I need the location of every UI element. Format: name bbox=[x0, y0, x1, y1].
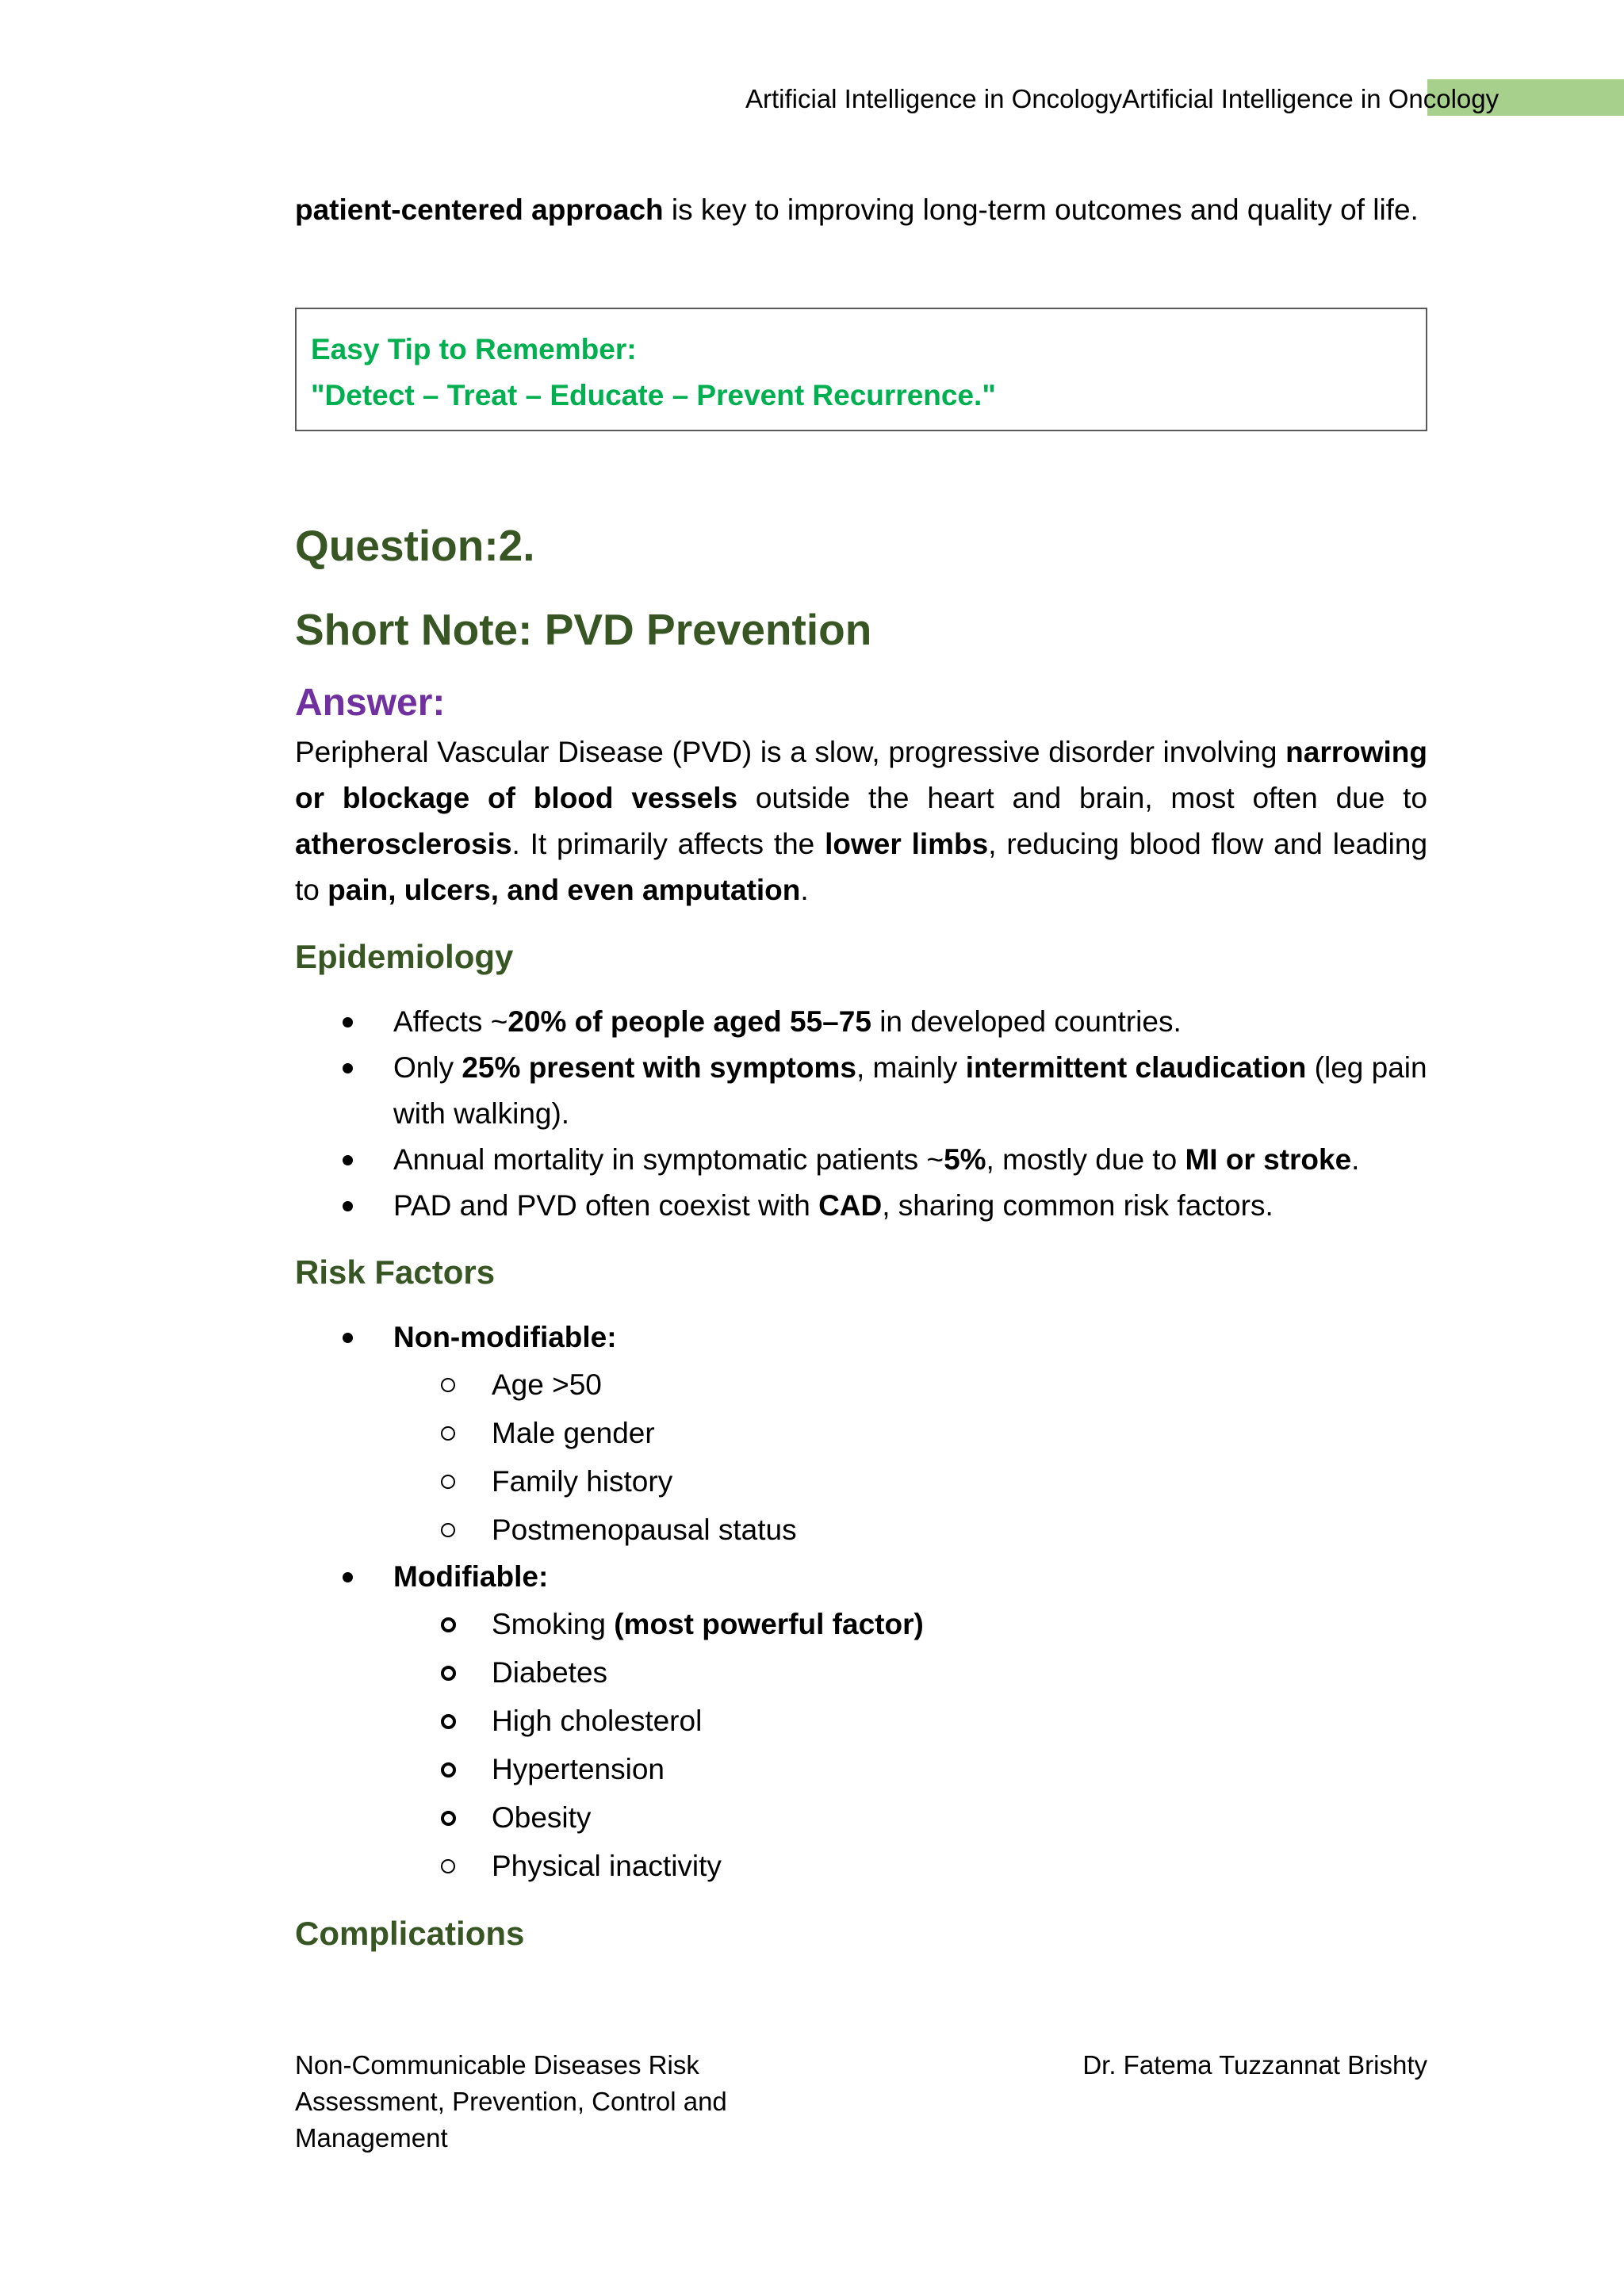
item-bold: MI or stroke bbox=[1185, 1143, 1352, 1176]
list-item bbox=[295, 1506, 1427, 1554]
modifiable-label: Modifiable: bbox=[393, 1560, 549, 1593]
non-modifiable-list bbox=[295, 1360, 1427, 1554]
bullet-icon bbox=[343, 1017, 353, 1027]
item-text: Obesity bbox=[492, 1801, 592, 1834]
circle-bullet-icon bbox=[441, 1714, 456, 1729]
list-item bbox=[295, 1745, 1427, 1793]
list-item bbox=[295, 1457, 1427, 1506]
footer-left: Non-Communicable Diseases Risk Assessment, Prevention, Control and Management bbox=[295, 2050, 727, 2152]
item-text: Affects ~ bbox=[393, 1005, 508, 1038]
epidemiology-list bbox=[295, 999, 1427, 1229]
smoking-text: Smoking bbox=[492, 1608, 615, 1640]
list-item bbox=[295, 1793, 1427, 1842]
modifiable-heading-list bbox=[295, 1554, 1427, 1600]
intro-bold-3: lower limbs bbox=[825, 828, 989, 860]
circle-bullet-icon bbox=[441, 1475, 455, 1489]
item-text: Family history bbox=[492, 1465, 673, 1498]
risk-factors-list bbox=[295, 1314, 1427, 1360]
risk-factors-heading: Risk Factors bbox=[295, 1253, 496, 1291]
item-text: , sharing common risk factors. bbox=[882, 1189, 1274, 1222]
list-item bbox=[295, 1183, 1427, 1229]
list-item bbox=[295, 1314, 1427, 1360]
bullet-icon bbox=[343, 1572, 353, 1582]
epidemiology-heading: Epidemiology bbox=[295, 938, 514, 975]
answer-label: Answer: bbox=[295, 682, 446, 724]
list-item bbox=[295, 999, 1427, 1045]
page-header: Artificial Intelligence in OncologyArtificial Intelligence in Oncology bbox=[745, 84, 1500, 113]
item-bold: 20% of people aged 55–75 bbox=[508, 1005, 871, 1038]
item-text: , mainly bbox=[856, 1051, 966, 1084]
circle-bullet-icon bbox=[441, 1426, 455, 1441]
item-bold: intermittent claudication bbox=[965, 1051, 1307, 1084]
list-item bbox=[295, 1045, 1427, 1137]
item-text: Only bbox=[393, 1051, 462, 1084]
item-text: Annual mortality in symptomatic patients ~ bbox=[393, 1143, 944, 1176]
list-item bbox=[295, 1600, 1427, 1648]
list-item bbox=[295, 1842, 1427, 1890]
tip-box bbox=[295, 308, 1427, 431]
item-text: High cholesterol bbox=[492, 1705, 703, 1737]
circle-bullet-icon bbox=[441, 1859, 455, 1873]
item-bold: 5% bbox=[944, 1143, 986, 1176]
intro-text-2: outside the heart and brain, most often due to bbox=[737, 782, 1427, 814]
item-text: Diabetes bbox=[492, 1656, 608, 1689]
lead-rest: is key to improving long-term outcomes and quality of life. bbox=[663, 193, 1419, 226]
intro-paragraph bbox=[295, 729, 1427, 913]
item-bold: CAD bbox=[818, 1189, 883, 1222]
bullet-icon bbox=[343, 1155, 353, 1165]
list-item bbox=[295, 1554, 1427, 1600]
question-number: Question:2. bbox=[295, 521, 535, 570]
intro-bold-1: narrowing or blockage of blood vessels bbox=[295, 736, 1427, 814]
question-title: Short Note: PVD Prevention bbox=[295, 605, 872, 654]
lead-bold: patient-centered approach bbox=[295, 193, 664, 226]
bullet-icon bbox=[343, 1201, 353, 1211]
non-modifiable-label: Non-modifiable: bbox=[393, 1321, 617, 1353]
circle-bullet-icon bbox=[441, 1762, 456, 1777]
intro-text-1: Peripheral Vascular Disease (PVD) is a slow, progressive disorder involving bbox=[295, 736, 1286, 768]
footer-right: Dr. Fatema Tuzzannat Brishty bbox=[1082, 2050, 1427, 2080]
bullet-icon bbox=[343, 1333, 353, 1343]
item-text: Male gender bbox=[492, 1417, 655, 1449]
smoking-note: (most powerful factor) bbox=[614, 1608, 924, 1640]
item-text: in developed countries. bbox=[871, 1005, 1182, 1038]
circle-bullet-icon bbox=[441, 1666, 456, 1681]
circle-bullet-icon bbox=[441, 1617, 456, 1632]
modifiable-list bbox=[295, 1600, 1427, 1890]
intro-bold-2: atherosclerosis bbox=[295, 828, 512, 860]
tip-title: Easy Tip to Remember: bbox=[311, 333, 637, 365]
item-text bbox=[492, 1608, 924, 1640]
list-item bbox=[295, 1137, 1427, 1183]
item-text: Hypertension bbox=[492, 1753, 665, 1785]
list-item bbox=[295, 1648, 1427, 1697]
circle-bullet-icon bbox=[441, 1811, 456, 1826]
item-text: Physical inactivity bbox=[492, 1850, 722, 1882]
intro-text-5: . bbox=[800, 874, 809, 906]
circle-bullet-icon bbox=[441, 1523, 455, 1537]
list-item bbox=[295, 1697, 1427, 1745]
intro-text-3: . It primarily affects the bbox=[511, 828, 825, 860]
item-text: Postmenopausal status bbox=[492, 1513, 797, 1546]
item-text: PAD and PVD often coexist with bbox=[393, 1189, 819, 1222]
circle-bullet-icon bbox=[441, 1378, 455, 1392]
list-item bbox=[295, 1409, 1427, 1457]
item-text: . bbox=[1351, 1143, 1360, 1176]
item-text: Age >50 bbox=[492, 1368, 602, 1401]
item-text: , mostly due to bbox=[986, 1143, 1185, 1176]
lead-paragraph bbox=[295, 187, 1427, 233]
item-bold: 25% present with symptoms bbox=[462, 1051, 856, 1084]
bullet-icon bbox=[343, 1063, 353, 1073]
item-text: (leg pain with walking). bbox=[393, 1051, 1427, 1130]
intro-text-4: , reducing blood flow and leading to bbox=[295, 828, 1428, 906]
list-item bbox=[295, 1360, 1427, 1409]
page-content bbox=[295, 187, 1427, 1958]
intro-bold-4: pain, ulcers, and even amputation bbox=[327, 874, 801, 906]
tip-quote: "Detect – Treat – Educate – Prevent Recurrence." bbox=[311, 379, 996, 411]
complications-heading: Complications bbox=[295, 1915, 525, 1952]
